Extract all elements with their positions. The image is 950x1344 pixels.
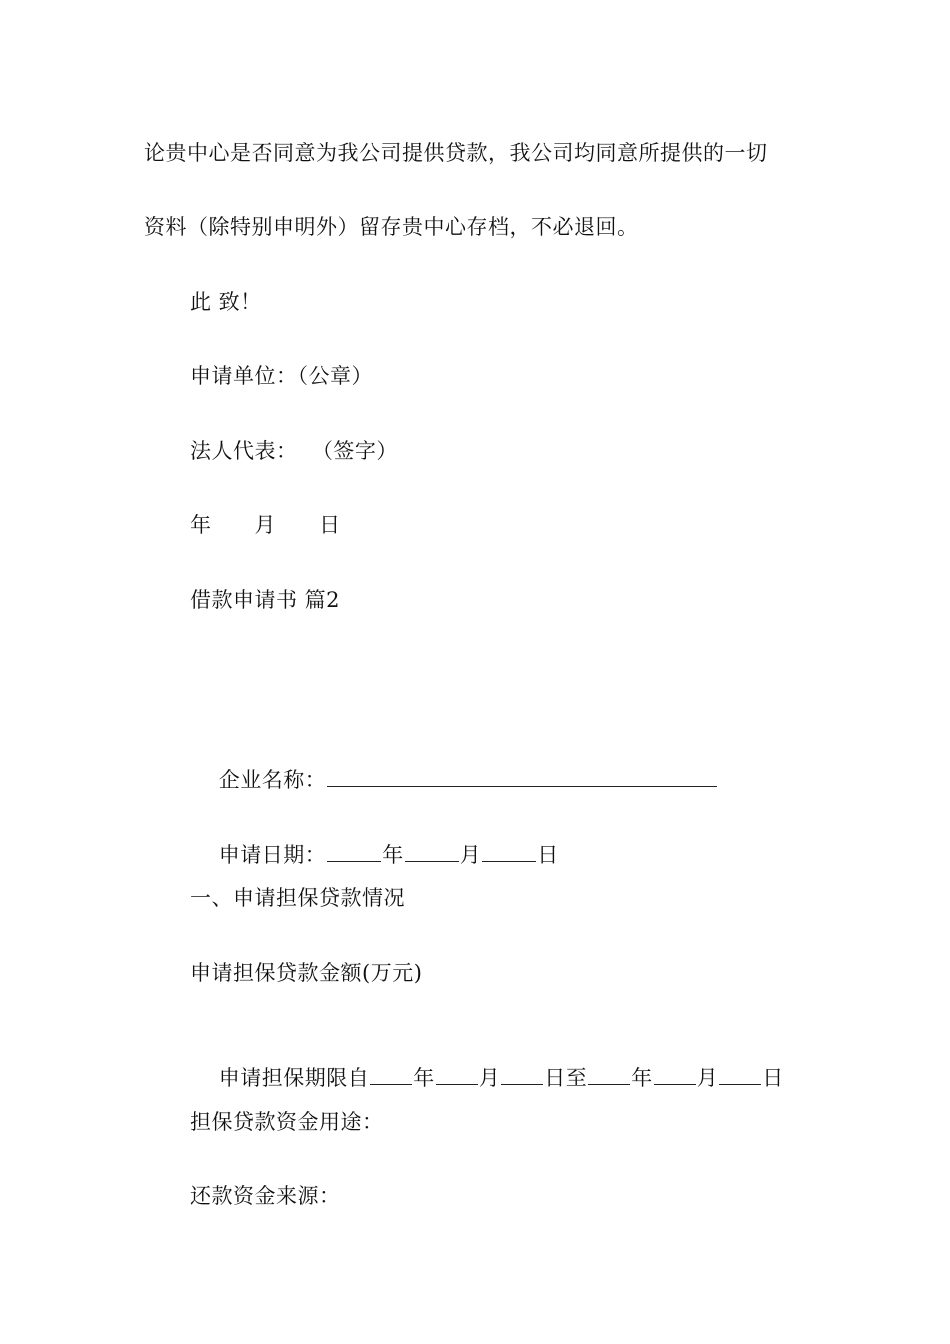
apply-year-unit: 年: [382, 843, 404, 867]
apply-month-unit: 月: [459, 843, 482, 867]
period-year2-blank[interactable]: [588, 1062, 630, 1085]
apply-date-label: 申请日期：: [218, 843, 327, 867]
period-month1-blank[interactable]: [436, 1062, 478, 1085]
salutation: 此 致！: [190, 290, 262, 314]
repay-source: 还款资金来源：: [190, 1184, 341, 1208]
date-line: 年 月 日: [190, 513, 341, 537]
period-day1-to: 日至: [544, 1066, 588, 1090]
paragraph-line-1: 论贵中心是否同意为我公司提供贷款，我公司均同意所提供的一切: [144, 141, 768, 165]
loan-amount: 申请担保贷款金额(万元): [190, 961, 423, 985]
section-title: 借款申请书 篇2: [190, 588, 341, 612]
period-year2-unit: 年: [631, 1066, 653, 1090]
loan-use: 担保贷款资金用途：: [190, 1110, 384, 1134]
company-name-label: 企业名称：: [218, 768, 327, 792]
period-month1-unit: 月: [478, 1066, 501, 1090]
period-day2-blank[interactable]: [719, 1062, 761, 1085]
period-year1-blank[interactable]: [370, 1062, 412, 1085]
period-label: 申请担保期限自: [218, 1066, 370, 1090]
apply-day-blank[interactable]: [482, 839, 536, 862]
paragraph-line-2: 资料（除特别申明外）留存贵中心存档，不必退回。: [144, 215, 639, 239]
apply-month-blank[interactable]: [405, 839, 459, 862]
period-month2-unit: 月: [696, 1066, 719, 1090]
apply-day-unit: 日: [537, 843, 559, 867]
period-day2-unit: 日: [762, 1066, 784, 1090]
company-name-blank[interactable]: [327, 764, 717, 787]
period-year1-unit: 年: [413, 1066, 435, 1090]
apply-year-blank[interactable]: [327, 839, 381, 862]
period-month2-blank[interactable]: [654, 1062, 696, 1085]
legal-representative: 法人代表： （签字）: [190, 439, 398, 463]
heading-one: 一、申请担保贷款情况: [190, 886, 405, 910]
period-day1-blank[interactable]: [501, 1062, 543, 1085]
applicant-unit: 申请单位：（公章）: [190, 364, 373, 388]
